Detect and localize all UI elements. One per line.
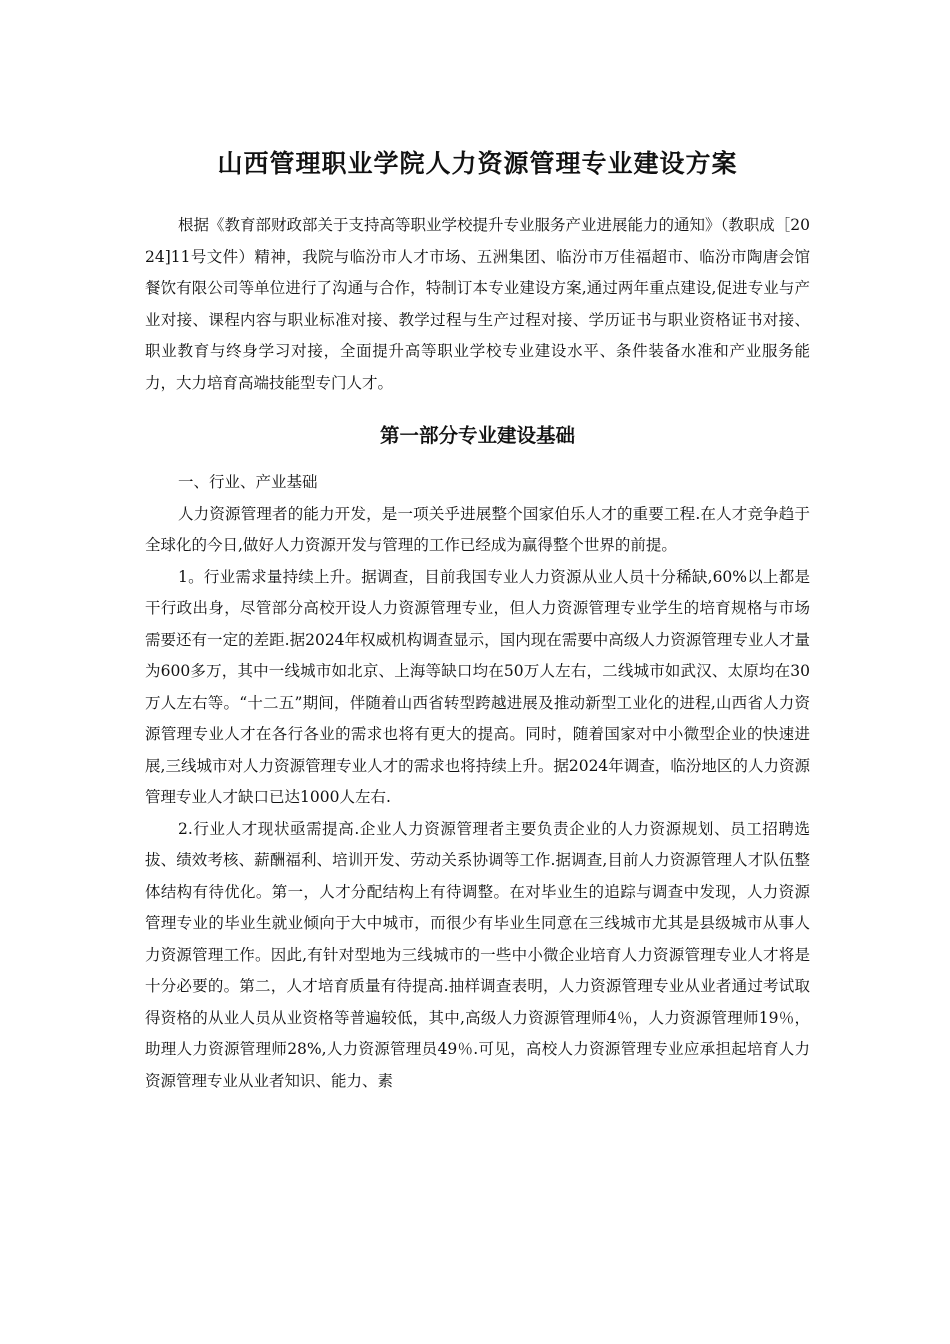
document-title: 山西管理职业学院人力资源管理专业建设方案 xyxy=(217,149,738,178)
section-title: 第一部分专业建设基础 xyxy=(379,424,575,447)
document-page xyxy=(145,138,810,1097)
subheading-industry-basis: 一、行业、产业基础 xyxy=(178,473,318,491)
body-paragraph: 人力资源管理者的能力开发，是一项关乎进展整个国家伯乐人才的重要工程.在人才竞争趋于全球化的今日,做好人力资源开发与管理的工作已经成为赢得整个世界的前提。 xyxy=(145,504,810,554)
body-paragraph: 2.行业人才现状亟需提高.企业人力资源管理者主要负责企业的人力资源规划、员工招聘选拔、绩效考核、薪酬福利、培训开发、劳动关系协调等工作.据调查,目前人力资源管理人才队伍整体结构有待优化。第一，人才分配结构上有待调整。在对毕业生的追踪与调查中发现，人力资源管理专业的毕业生就业倾向于大中城市，而很少有毕业生同意在三线城市尤其是县级城市从事人力资源管理工作。因此,有针对型地为三线城市的一些中小微企业培育人力资源管理专业人才将是十分必要的。第二，人才培育质量有待提高.抽样调查表明，人力资源管理专业从业者通过考试取得资格的从业人员从业资格等普遍较低，其中,高级人力资源管理师4％，人力资源管理师19％，助理人力资源管理师28%,人力资源管理员49％.可见，高校人力资源管理专业应承担起培育人力资源管理专业从业者知识、能力、素 xyxy=(145,819,810,1090)
body-paragraph: 1。行业需求量持续上升。据调查，目前我国专业人力资源从业人员十分稀缺,60%以上都是干行政出身，尽管部分高校开设人力资源管理专业，但人力资源管理专业学生的培育规格与市场需要还有一定的差距.据2024年权威机构调查显示，国内现在需要中高级人力资源管理专业人才量为600多万，其中一线城市如北京、上海等缺口均在50万人左右，二线城市如武汉、太原均在30万人左右等。“十二五”期间，伴随着山西省转型跨越进展及推动新型工业化的进程,山西省人力资源管理专业人才在各行各业的需求也将有更大的提高。同时，随着国家对中小微型企业的快速进展,三线城市对人力资源管理专业人才的需求也将持续上升。据2024年调查，临汾地区的人力资源管理专业人才缺口已达1000人左右. xyxy=(145,567,810,806)
intro-paragraph: 根据《教育部财政部关于支持高等职业学校提升专业服务产业进展能力的通知》（教职成［2024]11号文件）精神，我院与临汾市人才市场、五洲集团、临汾市万佳福超市、临汾市陶唐会馆餐饮有限公司等单位进行了沟通与合作，特制订本专业建设方案,通过两年重点建设,促进专业与产业对接、课程内容与职业标准对接、教学过程与生产过程对接、学历证书与职业资格证书对接、职业教育与终身学习对接，全面提升高等职业学校专业建设水平、条件装备水准和产业服务能力，大力培育高端技能型专门人才。 xyxy=(145,216,810,392)
